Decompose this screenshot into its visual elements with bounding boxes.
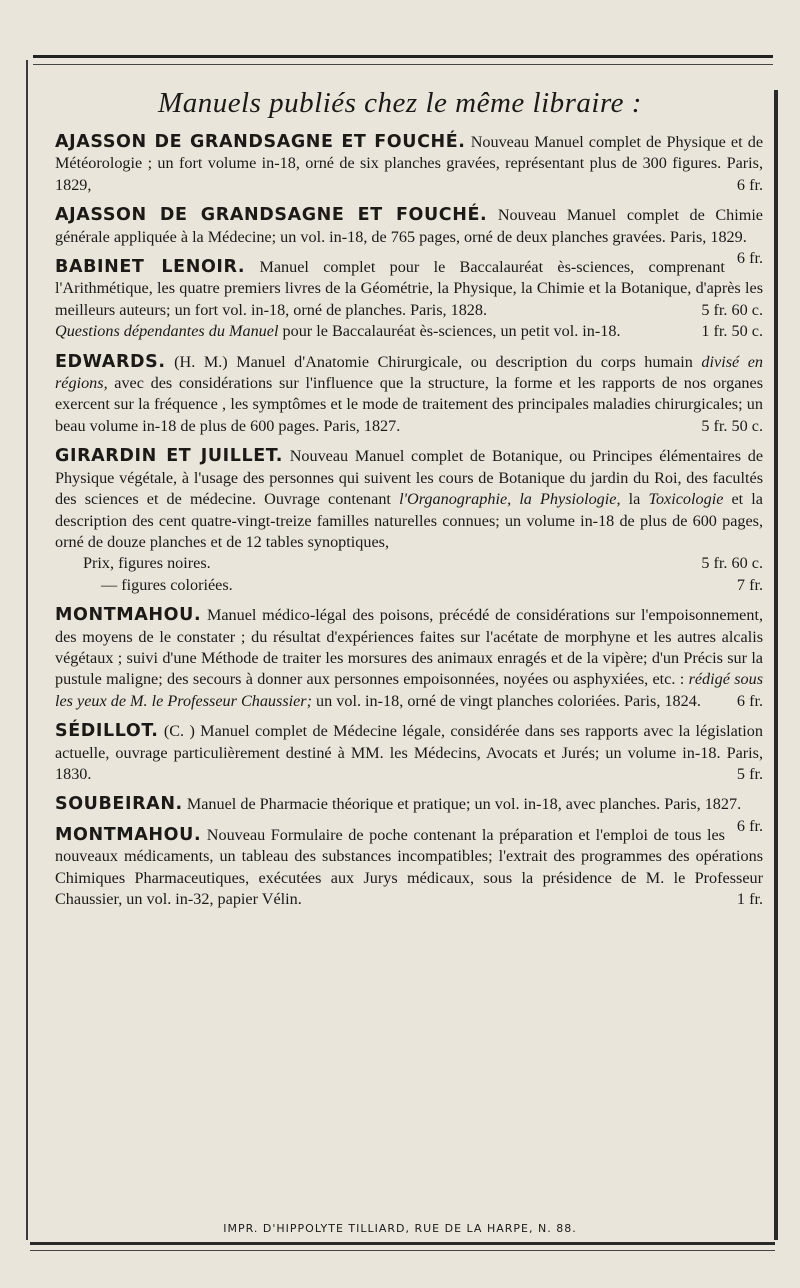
entry-author: MONTMAHOU. (55, 824, 202, 845)
right-border-rule (774, 90, 778, 1240)
entry-author: SOUBEIRAN. (55, 794, 183, 815)
entry-description: (H. M.) Manuel d'Anatomie Chirurgicale, ou description du corps humain (174, 352, 693, 371)
entry-description-italic-2: Toxicologie (648, 490, 724, 509)
bottom-border-rule (30, 1242, 775, 1245)
entry-description-italic: divisé en régions, (55, 352, 763, 393)
entry-price: 5 fr. 60 c. (701, 554, 763, 573)
entry-description: Manuel médico-légal des poisons, précédé de considérations sur l'empoisonnement, des moyens de le constater ; du résultat d'expériences faites sur l'acétate de morphyne et les autres alcalis végétaux ; suivi d'une Méthode de traiter les morsures des animaux enragés et de la vipère; d'un Précis sur la pustule maligne; des secours à donner aux personnes empoisonnées, noyées ou asphyxiées, etc. : (55, 606, 764, 689)
entry-price: 6 fr. (736, 691, 763, 710)
catalogue-list (55, 132, 763, 919)
entry-description: Manuel complet pour le Baccalauréat ès-sciences, comprenant l'Arithmétique, les quatre premiers livres de la Géométrie, la Physique, la Chimie et la Botanique, d'après les meilleurs auteurs; un fort vol. in-18, orné de planches. Paris, 1828. (55, 258, 763, 319)
entry-author: AJASSON DE GRANDSAGNE ET FOUCHÉ. (55, 132, 466, 152)
entry-price: 6 fr. (736, 249, 763, 268)
entry-price: 5 fr. (736, 764, 763, 783)
catalogue-entry (55, 446, 763, 596)
entry-description-italic: l'Organographie, la Physiologie, (399, 490, 621, 509)
entry-extra-price: 1 fr. 50 c. (701, 322, 763, 341)
entry-description-italic: rédigé sous les yeux de M. le Professeur Chaussier; (55, 670, 764, 710)
price-line-label: — figures coloriées. (101, 575, 233, 594)
entry-description: Manuel de Pharmacie théorique et pratique; un vol. in-18, avec planches. Paris, 1827. (186, 795, 742, 814)
entry-price: 6 fr. (736, 175, 763, 194)
catalogue-entry (55, 352, 763, 438)
entry-author: SÉDILLOT. (55, 721, 159, 742)
price-line-label: Prix, figures noires. (83, 554, 211, 573)
entry-price: 7 fr. (736, 575, 763, 594)
entry-author: GIRARDIN ET JUILLET. (55, 446, 283, 467)
frame-inner-rule (33, 64, 773, 65)
entry-description: Nouveau Manuel complet de Chimie générale appliquée à la Médecine; un vol. in-18, de 765 pages, orné de deux planches gravées. Paris, 1829. (55, 206, 763, 246)
entry-author: AJASSON DE GRANDSAGNE ET FOUCHÉ. (55, 205, 488, 226)
entry-description: Nouveau Manuel complet de Botanique, ou Principes élémentaires de Physique végétale, à l'usage des personnes qui suivent les cours de Botanique du jardin du Roi, des facultés des sciences et de médecine. Ouvrage contenant (55, 447, 764, 509)
catalogue-entry (55, 257, 763, 343)
entry-description-cont-2: et la description des cent quatre-vingt-treize familles naturelles connues; un volume in-18 de plus de 600 pages, orné de douze planches et de 12 tables synoptiques, (55, 490, 763, 551)
entry-price: 1 fr. (736, 890, 763, 908)
entry-author: MONTMAHOU. (55, 605, 202, 626)
entry-description-cont: un vol. in-18, orné de vingt planches coloriées. Paris, 1824. (316, 691, 701, 710)
catalogue-entry (55, 132, 763, 196)
entry-description-cont: avec des considérations sur l'influence que la structure, la forme et les rapports de nos organes exercent sur la fréquence , les symptômes et le mode de traitement des principales maladies chirurgicales; un beau volume in-18 de plus de 600 pages. Paris, 1827. (55, 374, 763, 435)
entry-extra-title: Questions dépendantes du Manuel (55, 322, 279, 341)
catalogue-entry (55, 825, 763, 911)
entry-author: BABINET LENOIR. (55, 257, 246, 278)
entry-description-cont: la (628, 490, 641, 509)
entry-description: Nouveau Manuel complet de Physique et de Météorologie ; un fort volume in-18, orné de six planches gravées, représentant plus de 300 figures. Paris, 1829, (55, 133, 764, 194)
entry-description: Nouveau Formulaire de poche contenant la préparation et l'emploi de tous les nouveaux médicaments, un tableau des substances incompatibles; l'extrait des programmes des opérations Chimiques Pharmaceutiques, exécutées aux Jurys médicaux, sous la présidence de M. le Professeur Chaussier, un vol. in-32, papier Vélin. (55, 825, 763, 908)
entry-price: 5 fr. 50 c. (701, 416, 763, 435)
bottom-border-rule-thin (30, 1250, 775, 1251)
entry-extra-description: pour le Baccalauréat ès-sciences, un petit vol. in-18. (282, 322, 621, 341)
left-border-rule (26, 60, 28, 1240)
page-title: Manuels publiés chez le même libraire : (158, 87, 642, 119)
entry-price: 6 fr. (736, 816, 763, 835)
entry-price: 5 fr. 60 c. (701, 300, 763, 319)
entry-author: EDWARDS. (55, 351, 166, 372)
catalogue-entry (55, 605, 763, 712)
entry-description: (C. ) Manuel complet de Médecine légale, considérée dans ses rapports avec la législation actuelle, ouvrage particulièrement destiné à MM. les Médecins, Avocats et Jurés; un volume in-18. Paris, 1830. (55, 722, 763, 783)
printer-imprint: IMPR. D'HIPPOLYTE TILLIARD, RUE DE LA HARPE, N. 88. (223, 1222, 577, 1235)
catalogue-entry (55, 721, 763, 785)
